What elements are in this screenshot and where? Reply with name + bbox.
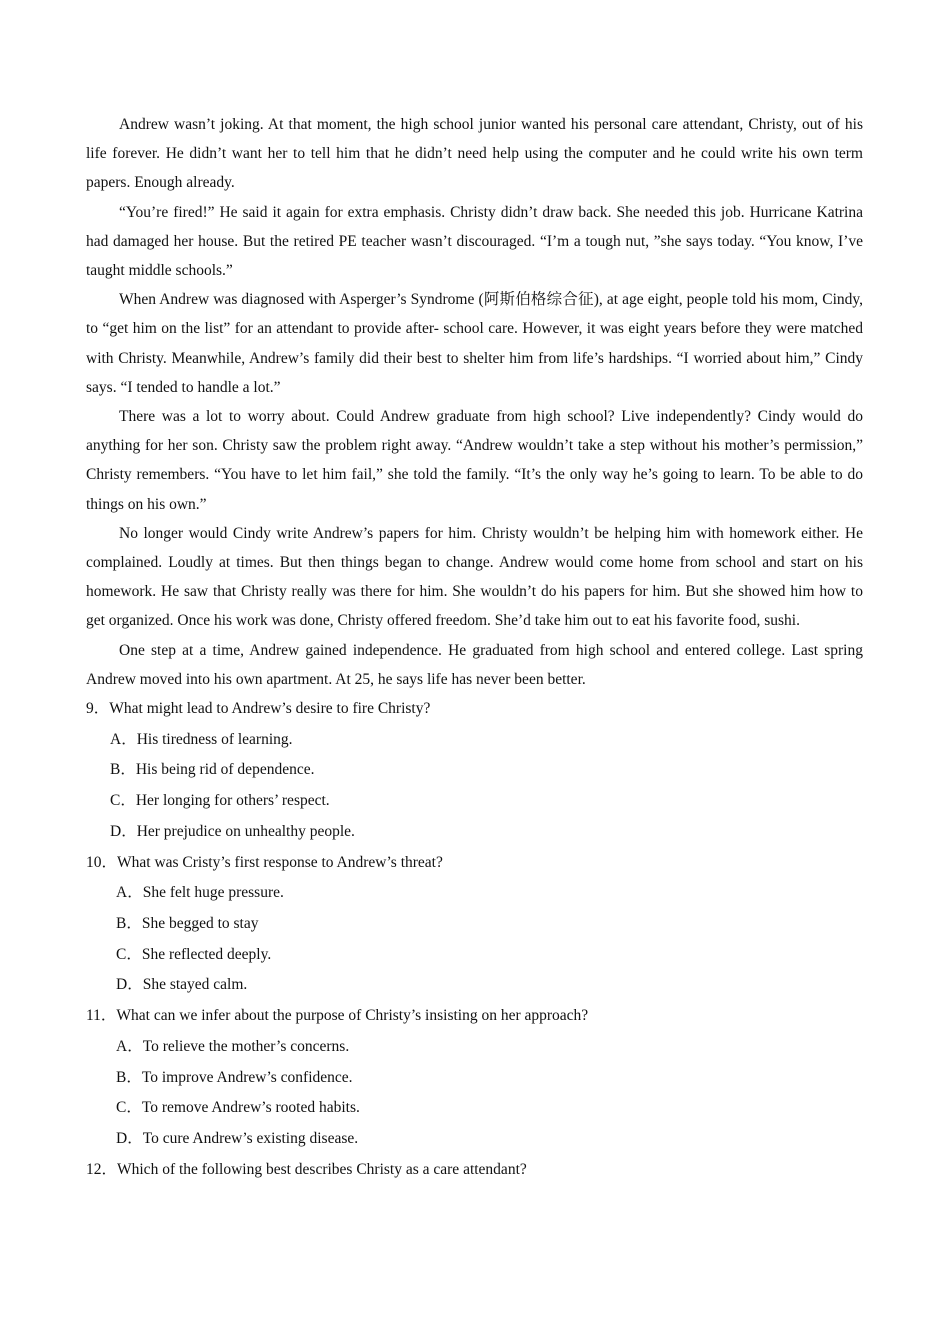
answer-option: A．To relieve the mother’s concerns. bbox=[116, 1037, 350, 1055]
question-stem: 11．What can we infer about the purpose of Christy’s insisting on her approach? bbox=[86, 1007, 589, 1025]
reading-passage bbox=[86, 110, 863, 694]
question-11 bbox=[86, 1001, 863, 1155]
question-stem: 9．What might lead to Andrew’s desire to fire Christy? bbox=[86, 700, 431, 718]
passage-paragraph: When Andrew was diagnosed with Asperger’s Syndrome (阿斯伯格综合征), at age eight, people told his mom, Cindy, to “get him on the list” for an attendant to provide after- school care. However, it was eight years before they were matched with Christy. Meanwhile, Andrew’s family did their best to shelter him from life’s hardships. “I worried about him,” Cindy says. “I tended to handle a lot.” bbox=[86, 291, 863, 396]
answer-option: A．His tiredness of learning. bbox=[110, 730, 293, 748]
answer-option: D．She stayed calm. bbox=[116, 976, 248, 994]
document-content bbox=[86, 110, 863, 1185]
question-stem: 12．Which of the following best describes Christy as a care attendant? bbox=[86, 1160, 527, 1178]
answer-option: D．To cure Andrew’s existing disease. bbox=[116, 1129, 359, 1147]
answer-option: D．Her prejudice on unhealthy people. bbox=[110, 822, 355, 840]
question-12 bbox=[86, 1155, 863, 1186]
answer-option: B．To improve Andrew’s confidence. bbox=[116, 1068, 353, 1086]
question-10 bbox=[86, 848, 863, 1002]
answer-option: B．She begged to stay bbox=[116, 914, 259, 932]
answer-option: C．To remove Andrew’s rooted habits. bbox=[116, 1099, 360, 1117]
answer-option: C．Her longing for others’ respect. bbox=[110, 792, 330, 810]
passage-paragraph: There was a lot to worry about. Could Andrew graduate from high school? Live independently? Cindy would do anything for her son. Christy saw the problem right away. “Andrew wouldn’t take a step without his mother’s permission,” Christy remembers. “You have to let him fail,” she told the family. “It’s the only way he’s going to learn. To be able to do things on his own.” bbox=[86, 408, 863, 513]
answer-option: A．She felt huge pressure. bbox=[116, 884, 284, 902]
question-9 bbox=[86, 694, 863, 848]
passage-paragraph: No longer would Cindy write Andrew’s papers for him. Christy wouldn’t be helping him with homework either. He complained. Loudly at times. But then things began to change. Andrew would come home from school and start on his homework. He saw that Christy really was there for him. She wouldn’t do his papers for him. But she showed him how to get organized. Once his work was done, Christy offered freedom. She’d take him out to eat his favorite food, sushi. bbox=[86, 524, 863, 630]
answer-option: B．His being rid of dependence. bbox=[110, 761, 315, 779]
passage-paragraph: One step at a time, Andrew gained independence. He graduated from high school and entered college. Last spring Andrew moved into his own apartment. At 25, he says life has never been better. bbox=[86, 641, 863, 688]
answer-option: C．She reflected deeply. bbox=[116, 945, 272, 963]
passage-paragraph: Andrew wasn’t joking. At that moment, the high school junior wanted his personal care attendant, Christy, out of his life forever. He didn’t want her to tell him that he didn’t need help using the computer and he could write his own term papers. Enough already. bbox=[86, 116, 863, 192]
passage-paragraph: “You’re fired!” He said it again for extra emphasis. Christy didn’t draw back. She needed this job. Hurricane Katrina had damaged her house. But the retired PE teacher wasn’t discouraged. “I’m a tough nut, ”she says today. “You know, I’ve taught middle schools.” bbox=[86, 203, 863, 280]
question-stem: 10．What was Cristy’s first response to Andrew’s threat? bbox=[86, 853, 443, 871]
